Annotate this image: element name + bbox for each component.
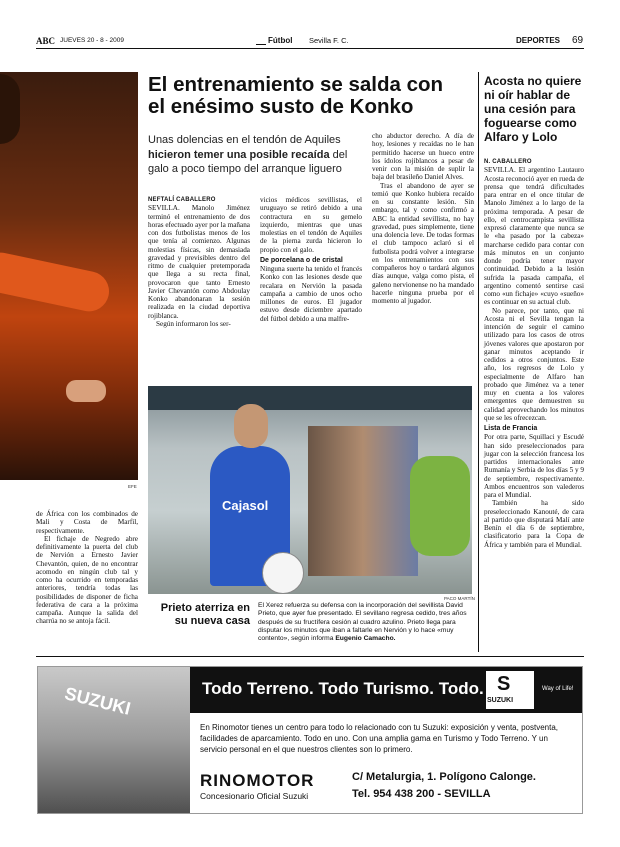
paragraph: Según informaron los ser- xyxy=(156,319,231,328)
roof-shape xyxy=(148,386,472,410)
player-arm-shape xyxy=(0,249,113,315)
deck-text: galo a poco tiempo del arranque liguero xyxy=(148,163,342,175)
paragraph: También ha sido preseleccionado Kanouté, de cara al partido que disputará Malí ante Benín el día 6 de septiembre, clasificatorio para la Copa de África y también para el Mundial. xyxy=(484,499,584,549)
brand-name: SUZUKI xyxy=(487,697,514,704)
subheading: Lista de Francia xyxy=(484,425,538,432)
title-line-2: el enésimo susto de Konko xyxy=(148,95,414,118)
caption-author: Eugenio Camacho. xyxy=(335,635,396,643)
section-rule xyxy=(256,44,266,45)
paragraph: vicios médicos sevillistas, el uruguayo se retiró debido a una contractura en su gemelo izquierdo, mientras que unas molestias en el tendón de Aquiles de la pierna zurda hicieron lo propio con el galo. xyxy=(260,196,362,254)
player-head-shape xyxy=(0,74,20,144)
paragraph: El fichaje de Negredo abre definitivamente la puerta del club de Nervión a Ernesto Javier Chevantón, quien, de no encontrar acomodo en ningún club tal y como ha ocurrido en temporadas anteriores, tendría todas las posibilidades de disponer de ficha federativa de cara a la próxima campaña. Aunque la salida del charrúa no se antoja fácil. xyxy=(36,534,138,626)
ad-slogan: Way of Life! xyxy=(542,686,574,692)
ad-body: En Rinomotor tienes un centro para todo lo relacionado con tu Suzuki: exposición y venta, postventa, facilidades de aparcamiento. Todo en uno. Con una amplia gama en Turismo y Todo Terreno. Y un servicio personal en el que nuestros clientes son lo primero. xyxy=(200,723,558,754)
photo-credit: PACO MARTÍN xyxy=(444,596,475,601)
deck-text: Unas dolencias en el tendón de Aquiles xyxy=(148,134,341,146)
caption-body: El Xerez refuerza su defensa con la incorporación del sevillista David Prieto, que ayer fue presentado. El sevillano regresa cedido, tres años después de su fructífera cesión al cuadro azulino. Prieto llega para disputar los minutos que iban a faltarle en Nervión y lo hace «muy contento», según informa xyxy=(258,602,467,643)
player-photo-left xyxy=(0,72,138,480)
ad-rule xyxy=(36,656,584,657)
caption-title: Prieto aterriza en su nueva casa xyxy=(160,602,250,627)
article-column-2 xyxy=(260,196,362,323)
side-article-text xyxy=(484,158,584,549)
page-header xyxy=(36,36,584,48)
ad-headline: Todo Terreno. Todo Turismo. Todo. xyxy=(202,679,484,698)
column-rule xyxy=(478,72,479,652)
byline: NEFTALÍ CABALLERO xyxy=(148,197,216,203)
article-title xyxy=(148,74,478,118)
article-column-3 xyxy=(372,132,474,305)
football-shape xyxy=(262,552,304,594)
dealer-subtitle: Concesionario Oficial Suzuki xyxy=(200,791,309,801)
dealer-phone: Tel. 954 438 200 - SEVILLA xyxy=(352,788,491,800)
caption-text xyxy=(258,602,474,643)
suzuki-logo-icon: S xyxy=(497,673,511,695)
paragraph: Tras el abandono de ayer se temió que Konko hubiera recaído en su constante lesión. Sin embargo, tal y como confirmó a ABC la entidad sevillista, no hay gravedad, pues simplemente, tiene una dolencia leve. De todas formas el club tampoco aclaró si el futbolista podrá volver a integrarse en los entrenamientos con sus compañeros hoy o tardará algunos días aunque, valga como pista, el galeno nervionense no ha mandado hacerle ninguna prueba por el momento al jugador. xyxy=(372,181,474,305)
section-name: Fútbol xyxy=(268,36,293,45)
paragraph: SEVILLA. Manolo Jiménez terminó el entrenamiento de dos horas efectuado ayer por la mañana con dos futbolistas menos de los que tenía al comienzo. Algunas molestias físicas, sin demasiada gravedad y previsibles dentro del ritmo de cualquier pretemporada que llega a su recta final, provocaron que tanto Ernesto Javier Chevantón como Abdoulay Konko abandonaran la sesión realizada en la ciudad deportiva rojiblanca. xyxy=(148,204,250,320)
side-article-title: Acosta no quiere ni oír hablar de una cesión para foguearse como Alfaro y Lolo xyxy=(484,74,582,144)
paragraph: SEVILLA. El argentino Lautauro Acosta reconoció ayer en rueda de prensa que tendrá dificultades para entrar en el once titular de Manolo Jiménez a lo largo de la próxima temporada. A pesar de ello, el centrocampista sevillista expresó claramente que nunca se le «ha pasado por la cabeza» marcharse cedido para contar con más minutos en un conjunto donde podría tener mayor continuidad. Debido a la lesión sufrida la pasada campaña, el argentino comentó sentirse casi como «un fichaje» «cuyo «sueño» es continuar en su actual club. xyxy=(484,166,584,307)
paragraph: Ninguna suerte ha tenido el francés Konko con las lesiones desde que recalara en Nervión la pasada campaña a cambio de unos ocho millones de euros. El jugador estuvo desde diciembre apartado del fútbol debido a una malfre- xyxy=(260,265,362,323)
paragraph: cho abductor derecho. A día de hoy, lesiones y recaídas no le han permitido hacerse un hueco entre los ídolos rojiblancos a pesar de venir con la misión de suplir la baja del brasileño Daniel Alves. xyxy=(372,132,474,182)
prieto-photo xyxy=(148,386,472,594)
dealer-address: C/ Metalurgia, 1. Polígono Calonge. xyxy=(352,771,536,783)
building-sign: SUZUKI xyxy=(62,683,133,719)
category-name: DEPORTES xyxy=(516,36,561,45)
paragraph: de África con los combinados de Mali y Costa de Marfil, respectivamente. xyxy=(36,510,138,535)
page-number: 69 xyxy=(572,35,584,46)
photo-credit-left: EFE xyxy=(128,484,137,489)
paragraph: No parece, por tanto, que ni Acosta ni el Sevilla tengan la intención de seguir el camino utilizado para los casos de otros jóvenes valores que apostaron por ganar minutos aceptando ir cedidos a otros conjuntos. Este año, los regresos de Lolo y especialmente de Alfaro han probado que Jiménez va a tener muy en cuenta a los valores emergentes que demuestren su calidad aprovechando los minutos que se les ofrecezcan. xyxy=(484,306,584,422)
paragraph: Por otra parte, Squillaci y Escudé han sido preseleccionados para jugar con la selección francesa los partidos internacionales ante Rumanía y Serbia de los días 5 y 9 de septiembre, respectivamente. Ambos encuentros son valederos para el Mundial. xyxy=(484,433,584,499)
newspaper-logo: ABC xyxy=(36,36,56,46)
byline: N. CABALLERO xyxy=(484,159,532,165)
article-column-1 xyxy=(148,196,250,328)
dealer-name: RINOMOTOR xyxy=(200,771,315,790)
dealership-building-image xyxy=(38,667,190,813)
player-hand-shape xyxy=(66,380,106,402)
deck-text: del xyxy=(332,148,348,161)
deck-bold: hicieron temer una posible recaída xyxy=(148,148,330,161)
issue-date: JUEVES 20 - 8 - 2009 xyxy=(60,37,124,44)
player-head-shape xyxy=(234,404,268,448)
article-deck xyxy=(148,133,348,177)
ad-headline-bar xyxy=(190,667,582,713)
subheading: De porcelana o de cristal xyxy=(260,256,343,264)
header-rule xyxy=(36,48,584,49)
fan-green-shirt-shape xyxy=(410,456,470,556)
suzuki-advert xyxy=(37,666,583,814)
fans-shape xyxy=(308,426,418,576)
subsection-name: Sevilla F. C. xyxy=(309,36,349,45)
left-column-text xyxy=(36,510,138,626)
title-line-1: El entrenamiento se salda con xyxy=(148,73,444,96)
shirt-sponsor: Cajasol xyxy=(222,498,269,513)
brand-box xyxy=(486,671,534,709)
